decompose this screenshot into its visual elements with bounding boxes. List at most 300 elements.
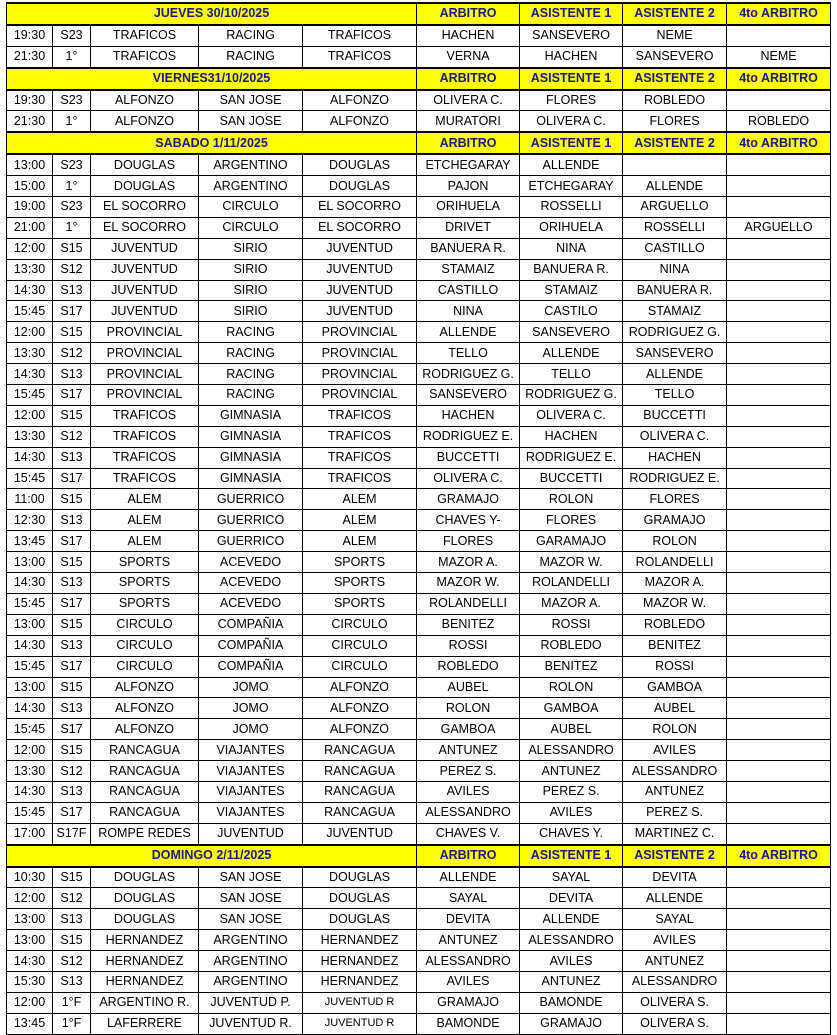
assistant-1-cell: ROSSELLI [520,197,623,218]
home-team-cell: JUVENTUD [91,259,199,280]
column-header: 4to ARBITRO [727,68,831,90]
referee-cell: MAZOR W. [417,573,520,594]
venue-cell: ALEM [303,489,417,510]
assistant-1-cell: BENITEZ [520,656,623,677]
home-team-cell: JUVENTUD [91,280,199,301]
column-header: ASISTENTE 1 [520,3,623,25]
assistant-2-cell: CASTILLO [623,238,727,259]
away-team-cell: ACEVEDO [199,573,303,594]
category-cell: S13 [53,698,91,719]
away-team-cell: COMPAÑIA [199,656,303,677]
away-team-cell: SAN JOSE [199,111,303,132]
category-cell: S15 [53,322,91,343]
table-row [7,489,831,510]
time-cell: 13:00 [7,154,53,175]
category-cell: S15 [53,489,91,510]
fourth-referee-cell [727,761,831,782]
fourth-referee-cell [727,781,831,802]
time-cell: 13:00 [7,614,53,635]
assistant-2-cell: ROLON [623,531,727,552]
assistant-2-cell: AVILES [623,930,727,951]
fourth-referee-cell [727,867,831,888]
venue-cell: DOUGLAS [303,888,417,909]
fourth-referee-cell [727,197,831,218]
fourth-referee-cell [727,635,831,656]
home-team-cell: EL SOCORRO [91,197,199,218]
home-team-cell: TRAFICOS [91,46,199,67]
assistant-2-cell: FLORES [623,111,727,132]
day-title: SABADO 1/11/2025 [7,132,417,154]
time-cell: 15:45 [7,301,53,322]
category-cell: S17F [53,823,91,844]
venue-cell: JUVENTUD [303,259,417,280]
home-team-cell: ALFONZO [91,111,199,132]
away-team-cell: ARGENTINO [199,971,303,992]
category-cell: S12 [53,259,91,280]
fourth-referee-cell [727,90,831,111]
category-cell: S13 [53,573,91,594]
referee-cell: MURATORI [417,111,520,132]
referee-schedule-table [6,2,831,1035]
away-team-cell: ARGENTINO [199,176,303,197]
time-cell: 13:30 [7,259,53,280]
assistant-1-cell: SANSEVERO [520,322,623,343]
schedule-body [7,3,831,1034]
time-cell: 19:30 [7,25,53,46]
venue-cell: HERNANDEZ [303,951,417,972]
column-header: ARBITRO [417,845,520,867]
home-team-cell: RANCAGUA [91,802,199,823]
time-cell: 12:00 [7,740,53,761]
assistant-2-cell: SAYAL [623,909,727,930]
referee-cell: HACHEN [417,405,520,426]
assistant-1-cell: GARAMAJO [520,531,623,552]
referee-cell: MAZOR A. [417,552,520,573]
assistant-1-cell: CASTILO [520,301,623,322]
assistant-2-cell: PEREZ S. [623,802,727,823]
referee-cell: VERNA [417,46,520,67]
day-title: DOMINGO 2/11/2025 [7,845,417,867]
referee-cell: TELLO [417,343,520,364]
assistant-1-cell: ANTUNEZ [520,971,623,992]
home-team-cell: DOUGLAS [91,888,199,909]
assistant-1-cell: BUCCETTI [520,468,623,489]
time-cell: 14:30 [7,280,53,301]
home-team-cell: CIRCULO [91,614,199,635]
referee-cell: ALESSANDRO [417,802,520,823]
fourth-referee-cell [727,468,831,489]
day-header-row [7,132,831,154]
venue-cell: RANCAGUA [303,761,417,782]
table-row [7,635,831,656]
home-team-cell: ALFONZO [91,719,199,740]
table-row [7,426,831,447]
column-header: 4to ARBITRO [727,132,831,154]
away-team-cell: GIMNASIA [199,468,303,489]
table-row [7,46,831,67]
venue-cell: TRAFICOS [303,447,417,468]
away-team-cell: CIRCULO [199,217,303,238]
fourth-referee-cell [727,364,831,385]
time-cell: 13:45 [7,1013,53,1034]
away-team-cell: SIRIO [199,238,303,259]
category-cell: 1° [53,111,91,132]
assistant-1-cell: ANTUNEZ [520,761,623,782]
home-team-cell: SPORTS [91,593,199,614]
assistant-1-cell: NINA [520,238,623,259]
assistant-1-cell: RODRIGUEZ E. [520,447,623,468]
home-team-cell: RANCAGUA [91,761,199,782]
venue-cell: TRAFICOS [303,426,417,447]
category-cell: S23 [53,154,91,175]
referee-cell: GRAMAJO [417,489,520,510]
fourth-referee-cell [727,25,831,46]
table-row [7,111,831,132]
assistant-1-cell: RODRIGUEZ G. [520,385,623,406]
venue-cell: ALFONZO [303,698,417,719]
assistant-2-cell: SANSEVERO [623,343,727,364]
fourth-referee-cell [727,930,831,951]
table-row [7,951,831,972]
category-cell: S12 [53,343,91,364]
assistant-2-cell: DEVITA [623,867,727,888]
fourth-referee-cell [727,176,831,197]
home-team-cell: EL SOCORRO [91,217,199,238]
home-team-cell: DOUGLAS [91,176,199,197]
category-cell: S15 [53,614,91,635]
venue-cell: JUVENTUD [303,280,417,301]
column-header: 4to ARBITRO [727,845,831,867]
table-row [7,259,831,280]
fourth-referee-cell [727,322,831,343]
time-cell: 12:30 [7,510,53,531]
away-team-cell: JOMO [199,698,303,719]
assistant-2-cell: MAZOR W. [623,593,727,614]
referee-cell: ALLENDE [417,322,520,343]
venue-cell: DOUGLAS [303,909,417,930]
time-cell: 14:30 [7,573,53,594]
category-cell: S13 [53,909,91,930]
venue-cell: SPORTS [303,552,417,573]
referee-cell: FLORES [417,531,520,552]
away-team-cell: SAN JOSE [199,867,303,888]
referee-cell: ROBLEDO [417,656,520,677]
away-team-cell: VIAJANTES [199,761,303,782]
assistant-1-cell: AUBEL [520,719,623,740]
referee-cell: ALLENDE [417,867,520,888]
category-cell: S23 [53,90,91,111]
referee-cell: GAMBOA [417,719,520,740]
time-cell: 21:30 [7,46,53,67]
referee-cell: AVILES [417,971,520,992]
assistant-1-cell: STAMAIZ [520,280,623,301]
venue-cell: ALFONZO [303,719,417,740]
venue-cell: RANCAGUA [303,802,417,823]
fourth-referee-cell [727,510,831,531]
fourth-referee-cell [727,719,831,740]
venue-cell: CIRCULO [303,635,417,656]
fourth-referee-cell: ARGUELLO [727,217,831,238]
column-header: ARBITRO [417,132,520,154]
assistant-1-cell: FLORES [520,510,623,531]
fourth-referee-cell [727,823,831,844]
venue-cell: ALFONZO [303,90,417,111]
fourth-referee-cell [727,447,831,468]
category-cell: S12 [53,426,91,447]
assistant-2-cell: GAMBOA [623,677,727,698]
fourth-referee-cell: NEME [727,46,831,67]
assistant-1-cell: HACHEN [520,46,623,67]
assistant-2-cell: MARTINEZ C. [623,823,727,844]
time-cell: 12:00 [7,322,53,343]
column-header: ASISTENTE 1 [520,132,623,154]
assistant-2-cell: ROLON [623,719,727,740]
venue-cell: JUVENTUD [303,301,417,322]
away-team-cell: RACING [199,343,303,364]
table-row [7,385,831,406]
away-team-cell: SAN JOSE [199,909,303,930]
category-cell: 1° [53,217,91,238]
table-row [7,531,831,552]
away-team-cell: SAN JOSE [199,90,303,111]
time-cell: 13:00 [7,552,53,573]
time-cell: 10:30 [7,867,53,888]
fourth-referee-cell [727,489,831,510]
fourth-referee-cell [727,971,831,992]
away-team-cell: RACING [199,25,303,46]
fourth-referee-cell [727,951,831,972]
assistant-1-cell: BANUERA R. [520,259,623,280]
home-team-cell: TRAFICOS [91,447,199,468]
fourth-referee-cell [727,385,831,406]
table-row [7,781,831,802]
fourth-referee-cell [727,238,831,259]
category-cell: S17 [53,531,91,552]
referee-cell: RODRIGUEZ E. [417,426,520,447]
assistant-2-cell: STAMAIZ [623,301,727,322]
table-row [7,698,831,719]
assistant-2-cell: ANTUNEZ [623,781,727,802]
assistant-2-cell: AVILES [623,740,727,761]
venue-cell: TRAFICOS [303,468,417,489]
fourth-referee-cell [727,698,831,719]
away-team-cell: RACING [199,385,303,406]
assistant-1-cell: AVILES [520,802,623,823]
assistant-1-cell: AVILES [520,951,623,972]
assistant-2-cell: GRAMAJO [623,510,727,531]
home-team-cell: DOUGLAS [91,154,199,175]
assistant-2-cell: BANUERA R. [623,280,727,301]
referee-cell: ROSSI [417,635,520,656]
assistant-2-cell: ALLENDE [623,364,727,385]
category-cell: S13 [53,447,91,468]
fourth-referee-cell [727,259,831,280]
venue-cell: JUVENTUD R [303,1013,417,1034]
venue-cell: PROVINCIAL [303,364,417,385]
assistant-2-cell: OLIVERA S. [623,1013,727,1034]
referee-cell: CHAVES Y- [417,510,520,531]
referee-cell: PEREZ S. [417,761,520,782]
assistant-1-cell: ROLON [520,489,623,510]
fourth-referee-cell [727,531,831,552]
table-row [7,761,831,782]
venue-cell: RANCAGUA [303,781,417,802]
venue-cell: RANCAGUA [303,740,417,761]
referee-cell: DEVITA [417,909,520,930]
referee-cell: NINA [417,301,520,322]
category-cell: 1°F [53,1013,91,1034]
away-team-cell: ARGENTINO [199,154,303,175]
time-cell: 19:00 [7,197,53,218]
assistant-2-cell: ANTUNEZ [623,951,727,972]
home-team-cell: PROVINCIAL [91,322,199,343]
column-header: ASISTENTE 2 [623,68,727,90]
time-cell: 15:00 [7,176,53,197]
time-cell: 14:30 [7,635,53,656]
fourth-referee-cell [727,573,831,594]
home-team-cell: JUVENTUD [91,238,199,259]
assistant-1-cell: HACHEN [520,426,623,447]
table-row [7,154,831,175]
category-cell: S15 [53,552,91,573]
day-header-row [7,68,831,90]
home-team-cell: TRAFICOS [91,405,199,426]
category-cell: S15 [53,405,91,426]
away-team-cell: SIRIO [199,301,303,322]
venue-cell: PROVINCIAL [303,343,417,364]
category-cell: S13 [53,280,91,301]
referee-cell: BENITEZ [417,614,520,635]
time-cell: 15:45 [7,719,53,740]
time-cell: 13:00 [7,677,53,698]
table-row [7,343,831,364]
assistant-2-cell: ALLENDE [623,888,727,909]
table-row [7,447,831,468]
referee-cell: PAJON [417,176,520,197]
venue-cell: PROVINCIAL [303,322,417,343]
away-team-cell: COMPAÑIA [199,635,303,656]
fourth-referee-cell [727,405,831,426]
home-team-cell: ALFONZO [91,677,199,698]
home-team-cell: JUVENTUD [91,301,199,322]
time-cell: 15:45 [7,802,53,823]
fourth-referee-cell [727,909,831,930]
assistant-2-cell: BENITEZ [623,635,727,656]
category-cell: S23 [53,197,91,218]
time-cell: 12:00 [7,238,53,259]
time-cell: 21:00 [7,217,53,238]
venue-cell: EL SOCORRO [303,197,417,218]
fourth-referee-cell [727,301,831,322]
referee-cell: HACHEN [417,25,520,46]
assistant-1-cell: ETCHEGARAY [520,176,623,197]
fourth-referee-cell [727,280,831,301]
assistant-2-cell: AUBEL [623,698,727,719]
assistant-1-cell: SANSEVERO [520,25,623,46]
fourth-referee-cell [727,593,831,614]
venue-cell: PROVINCIAL [303,385,417,406]
fourth-referee-cell [727,677,831,698]
time-cell: 15:45 [7,593,53,614]
venue-cell: TRAFICOS [303,25,417,46]
fourth-referee-cell [727,740,831,761]
referee-cell: BANUERA R. [417,238,520,259]
away-team-cell: ACEVEDO [199,552,303,573]
fourth-referee-cell [727,656,831,677]
away-team-cell: SIRIO [199,259,303,280]
table-row [7,405,831,426]
assistant-2-cell: ALLENDE [623,176,727,197]
home-team-cell: DOUGLAS [91,909,199,930]
assistant-1-cell: OLIVERA C. [520,111,623,132]
referee-cell: ORIHUELA [417,197,520,218]
venue-cell: SPORTS [303,573,417,594]
referee-cell: ALESSANDRO [417,951,520,972]
home-team-cell: ALEM [91,531,199,552]
assistant-1-cell: ROLON [520,677,623,698]
assistant-2-cell: NINA [623,259,727,280]
category-cell: S13 [53,510,91,531]
category-cell: S23 [53,25,91,46]
venue-cell: DOUGLAS [303,867,417,888]
away-team-cell: GIMNASIA [199,405,303,426]
category-cell: 1° [53,46,91,67]
away-team-cell: COMPAÑIA [199,614,303,635]
category-cell: S12 [53,951,91,972]
time-cell: 13:00 [7,909,53,930]
home-team-cell: PROVINCIAL [91,364,199,385]
home-team-cell: PROVINCIAL [91,343,199,364]
away-team-cell: GIMNASIA [199,447,303,468]
assistant-2-cell: MAZOR A. [623,573,727,594]
fourth-referee-cell [727,614,831,635]
assistant-1-cell: BAMONDE [520,992,623,1013]
away-team-cell: GUERRICO [199,510,303,531]
time-cell: 15:30 [7,971,53,992]
home-team-cell: SPORTS [91,552,199,573]
home-team-cell: TRAFICOS [91,468,199,489]
time-cell: 14:30 [7,951,53,972]
table-row [7,740,831,761]
away-team-cell: GUERRICO [199,489,303,510]
table-row [7,614,831,635]
venue-cell: JUVENTUD R [303,992,417,1013]
table-row [7,238,831,259]
venue-cell: DOUGLAS [303,154,417,175]
time-cell: 21:30 [7,111,53,132]
time-cell: 12:00 [7,405,53,426]
venue-cell: JUVENTUD [303,823,417,844]
away-team-cell: RACING [199,322,303,343]
assistant-1-cell: ALLENDE [520,154,623,175]
category-cell: S15 [53,867,91,888]
column-header: ASISTENTE 1 [520,845,623,867]
home-team-cell: DOUGLAS [91,867,199,888]
table-row [7,217,831,238]
home-team-cell: HERNANDEZ [91,971,199,992]
assistant-2-cell: HACHEN [623,447,727,468]
table-row [7,992,831,1013]
home-team-cell: RANCAGUA [91,781,199,802]
away-team-cell: VIAJANTES [199,740,303,761]
assistant-1-cell: CHAVES Y. [520,823,623,844]
referee-cell: RODRIGUEZ G. [417,364,520,385]
column-header: ARBITRO [417,3,520,25]
assistant-2-cell: SANSEVERO [623,46,727,67]
time-cell: 13:30 [7,343,53,364]
category-cell: S15 [53,238,91,259]
category-cell: S15 [53,930,91,951]
